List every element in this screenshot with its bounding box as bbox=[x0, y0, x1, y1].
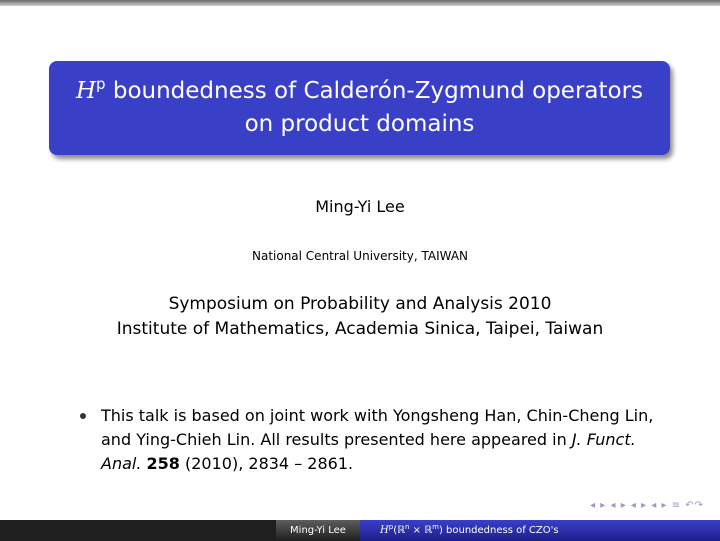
footer-bar bbox=[0, 520, 720, 541]
footer-title-m: m bbox=[432, 523, 439, 531]
title-line-1-text: boundedness of Calderón-Zygmund operators bbox=[105, 78, 644, 104]
footer-left-blank bbox=[0, 520, 276, 541]
event-line-1: Symposium on Probability and Analysis 2010 bbox=[168, 294, 552, 314]
beamer-navigation-icons[interactable]: ◂ ▸ ◂ ▸ ◂ ▸ ◂ ▸ ≡ ↶↷ bbox=[590, 500, 704, 511]
bullet-item bbox=[80, 404, 680, 476]
bullet-dot-icon bbox=[80, 413, 86, 419]
title-line-1 bbox=[76, 75, 643, 108]
event-info bbox=[0, 292, 720, 342]
journal-volume: 258 bbox=[146, 454, 180, 473]
footer-title-n: n bbox=[405, 523, 410, 531]
footer-title-space: (ℝ bbox=[393, 525, 406, 536]
bullet-text bbox=[101, 404, 680, 476]
footer-title-symbol: H bbox=[380, 525, 389, 536]
footer-title bbox=[360, 520, 720, 541]
title-exponent: p bbox=[96, 75, 106, 93]
footer-title-rest: ) boundedness of CZO's bbox=[438, 525, 559, 536]
journal-name: J. Funct. Anal. bbox=[101, 430, 636, 473]
event-line-2: Institute of Mathematics, Academia Sinica, Taipei, Taiwan bbox=[116, 319, 604, 339]
author-name: Ming-Yi Lee bbox=[315, 197, 405, 216]
bullet-text-part2: (2010), 2834 – 2861. bbox=[179, 454, 354, 473]
bullet-text-part1: This talk is based on joint work with Yongsheng Han, Chin-Cheng Lin, and Ying-Chieh Lin. All results presented here appeared in bbox=[101, 406, 654, 449]
title-line-2: on product domains bbox=[244, 111, 475, 137]
title-symbol: H bbox=[75, 78, 96, 104]
top-shadow-bar bbox=[0, 0, 720, 6]
title-block bbox=[49, 61, 670, 155]
footer-title-exponent: p bbox=[388, 523, 394, 531]
institution: National Central University, TAIWAN bbox=[251, 249, 469, 263]
footer-title-times: × ℝ bbox=[409, 525, 433, 536]
footer-author: Ming-Yi Lee bbox=[276, 520, 360, 541]
